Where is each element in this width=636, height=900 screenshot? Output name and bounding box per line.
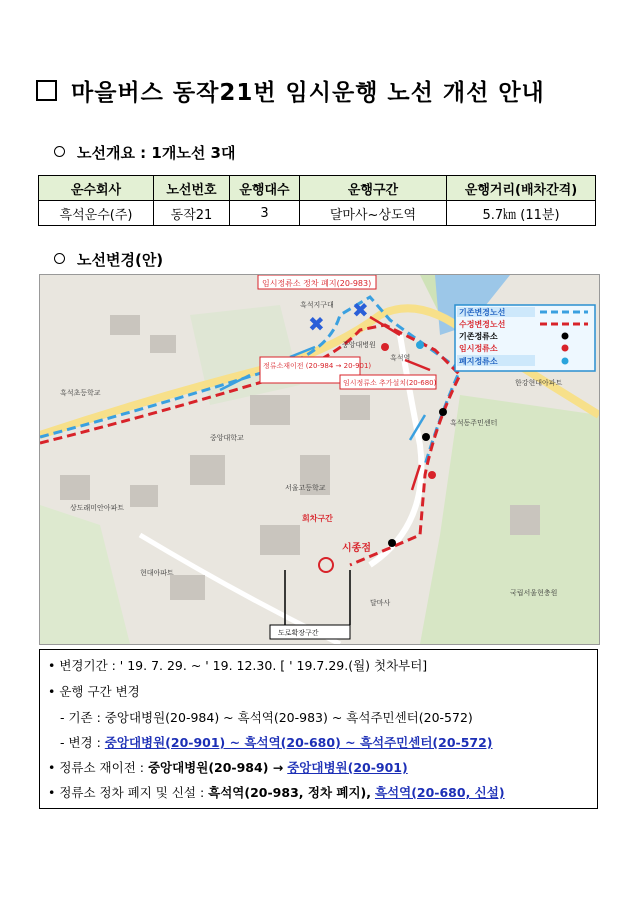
note-route-change: • 운행 구간 변경 bbox=[48, 684, 140, 699]
note-relocate-to: 중앙대병원(20-901) bbox=[287, 760, 408, 775]
legend-temp-stop: 임시정류소 bbox=[459, 344, 498, 353]
label-police: 흑석지구대 bbox=[300, 301, 334, 309]
legend-closed-stop: 폐지정류소 bbox=[459, 357, 498, 366]
section-overview-text: 노선개요 : 1개노선 3대 bbox=[77, 144, 236, 162]
notes-box bbox=[39, 649, 598, 809]
callout-start-point: 시종점 bbox=[342, 543, 371, 554]
route-map bbox=[39, 274, 600, 645]
existing-stop-dot bbox=[439, 408, 447, 416]
table-header: 운수회사 bbox=[39, 176, 154, 201]
label-hangang: 한강현대아파트 bbox=[515, 379, 563, 387]
note-before-label: - 기존 : bbox=[60, 710, 105, 725]
circle-bullet-icon bbox=[54, 146, 65, 157]
table-cell: 3 bbox=[230, 201, 300, 226]
note-relocate-label: • 정류소 재이전 : bbox=[48, 760, 148, 775]
route-map-svg bbox=[40, 275, 599, 644]
table-header: 노선번호 bbox=[154, 176, 230, 201]
note-before bbox=[60, 708, 473, 726]
table-row bbox=[39, 201, 596, 226]
callout-stop-rename: 정류소재이전 (20-984 → 20-901) bbox=[263, 362, 372, 370]
label-hyundai: 현대아파트 bbox=[140, 569, 174, 577]
table-cell: 동작21 bbox=[154, 201, 230, 226]
note-stops bbox=[48, 783, 505, 801]
closed-stop-x-icon: ✖ bbox=[308, 312, 325, 336]
existing-stop-dot bbox=[388, 539, 396, 547]
label-seoul-hs: 서울고등학교 bbox=[285, 484, 326, 492]
legend-existing-stop: 기존정류소 bbox=[459, 332, 498, 341]
checkbox-square-icon bbox=[36, 80, 57, 101]
existing-stop-dot bbox=[422, 433, 430, 441]
label-gugipark: 국립서울현충원 bbox=[510, 589, 558, 597]
section-route-change bbox=[54, 249, 163, 270]
label-dalmasa: 달마사 bbox=[370, 599, 391, 607]
table-header-row bbox=[39, 176, 596, 201]
callout-stop-added: 임시정류소 추가설치(20-680) bbox=[343, 379, 437, 387]
table-header: 운행거리(배차간격) bbox=[447, 176, 596, 201]
page-title bbox=[36, 74, 545, 107]
section-overview bbox=[54, 142, 235, 163]
note-period: • 변경기간 : ' 19. 7. 29. ~ ' 19. 12.30. [ ' 19.7.29.(월) 첫차부터] bbox=[48, 658, 428, 673]
label-community: 흑석동주민센터 bbox=[450, 419, 498, 427]
table-cell: 달마사~상도역 bbox=[300, 201, 447, 226]
closed-stop-dot bbox=[416, 341, 424, 349]
table-cell: 흑석운수(주) bbox=[39, 201, 154, 226]
note-stops-label: • 정류소 정차 폐지 및 신설 : bbox=[48, 785, 209, 800]
map-legend bbox=[455, 305, 595, 371]
temp-stop-dot bbox=[381, 343, 389, 351]
callout-turn-section: 회차구간 bbox=[302, 514, 333, 523]
note-relocate bbox=[48, 758, 408, 776]
label-sangdo: 상도래미안아파트 bbox=[70, 504, 125, 512]
label-hospital: 중앙대병원 bbox=[342, 341, 376, 349]
note-relocate-from: 중앙대병원(20-984) → bbox=[147, 760, 284, 775]
label-elementary: 흑석초등학교 bbox=[60, 389, 101, 397]
temp-stop-dot bbox=[428, 471, 436, 479]
label-univ: 중앙대학교 bbox=[210, 434, 244, 442]
route-info-table bbox=[38, 175, 596, 226]
legend-new-route: 수정변경노선 bbox=[459, 320, 506, 329]
callout-road-section: 도로확장구간 bbox=[278, 629, 319, 637]
callout-stop-closed: 임시정류소 정차 폐지(20-983) bbox=[262, 279, 372, 288]
note-stop-closed: 흑석역(20-983, 정차 폐지), bbox=[208, 785, 371, 800]
table-header: 운행구간 bbox=[300, 176, 447, 201]
note-stop-new: 흑석역(20-680, 신설) bbox=[374, 785, 505, 800]
note-after-value: 중앙대병원(20-901) ~ 흑석역(20-680) ~ 흑석주민센터(20-572) bbox=[104, 735, 493, 750]
closed-stop-x-icon: ✖ bbox=[352, 298, 369, 322]
label-station: 흑석역 bbox=[390, 354, 411, 362]
title-text: 마을버스 동작21번 임시운행 노선 개선 안내 bbox=[71, 80, 545, 106]
note-after bbox=[60, 733, 493, 751]
note-after-label: - 변경 : bbox=[60, 735, 105, 750]
legend-old-route: 기존변경노선 bbox=[459, 308, 506, 317]
circle-bullet-icon bbox=[54, 253, 65, 264]
table-header: 운행대수 bbox=[230, 176, 300, 201]
section-route-change-text: 노선변경(안) bbox=[77, 251, 164, 269]
table-cell: 5.7㎞ (11분) bbox=[447, 201, 596, 226]
note-before-value: 중앙대병원(20-984) ~ 흑석역(20-983) ~ 흑석주민센터(20-572) bbox=[104, 710, 473, 725]
